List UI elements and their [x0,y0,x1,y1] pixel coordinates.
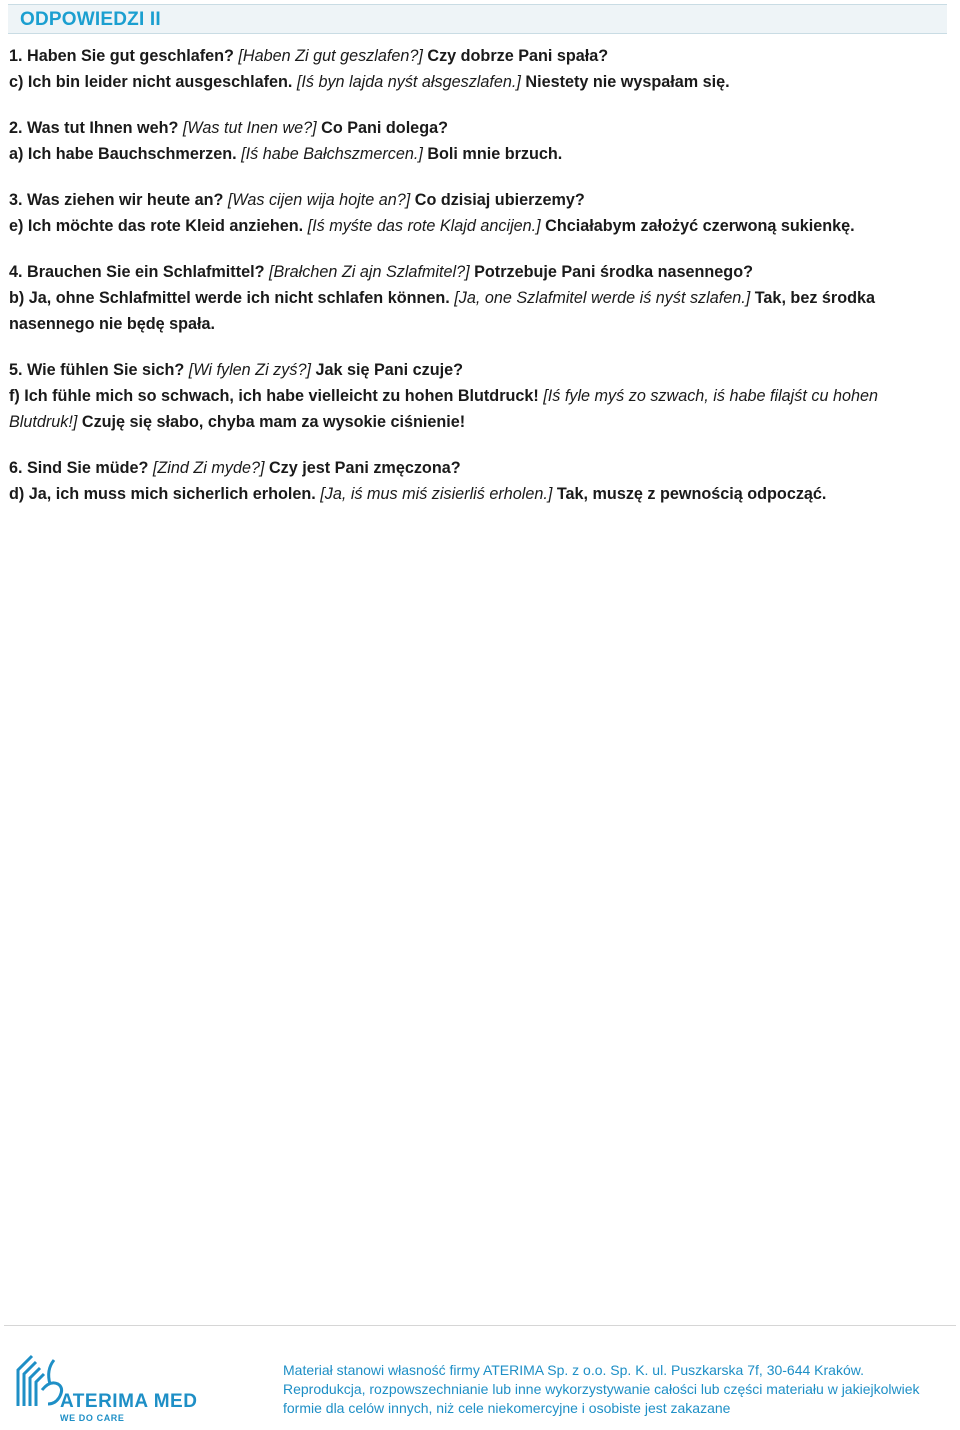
footer-divider [4,1325,956,1326]
answer-block-2 [9,115,949,167]
answer-line: 5. Wie fühlen Sie sich? [Wi fylen Zi zyś?] Jak się Pani czuje? [9,361,464,379]
answer-block-1 [9,43,949,95]
copyright-line: Materiał stanowi własność firmy ATERIMA Sp. z o.o. Sp. K. ul. Puszkarska 7f, 30-644 Kraków. [283,1362,864,1378]
aterima-med-logo [14,1350,204,1426]
logo-name: ATERIMA MED [60,1391,198,1412]
answer-line: e) Ich möchte das rote Kleid anziehen. [Iś myśte das rote Klajd ancijen.] Chciałabym założyć czerwoną sukienkę. [9,217,855,235]
page-title: ODPOWIEDZI II [20,9,161,30]
copyright-line: formie dla celów innych, niż cele niekomercyjne i osobiste jest zakazane [283,1400,731,1416]
answer-block-6 [9,455,949,507]
answer-line: f) Ich fühle mich so schwach, ich habe vielleicht zu hohen Blutdruck! [Iś fyle myś zo szwach, iś habe filajśt cu hohen [9,387,878,405]
answer-line: c) Ich bin leider nicht ausgeschlafen. [Iś byn lajda nyśt ałsgeszlafen.] Niestety nie wyspałam się. [9,73,730,91]
answer-line: 4. Brauchen Sie ein Schlafmittel? [Brałchen Zi ajn Szlafmitel?] Potrzebuje Pani środka nasennego? [9,263,753,281]
logo-tagline: WE DO CARE [60,1413,125,1423]
answer-line: a) Ich habe Bauchschmerzen. [Iś habe Bałchszmercen.] Boli mnie brzuch. [9,145,563,163]
answer-line: b) Ja, ohne Schlafmittel werde ich nicht schlafen können. [Ja, one Szlafmitel werde iś nyśt szlafen.] Tak, bez środka [9,289,875,307]
answer-line: 2. Was tut Ihnen weh? [Was tut Inen we?] Co Pani dolega? [9,119,448,137]
answer-line: Blutdruk!] Czuję się słabo, chyba mam za wysokie ciśnienie! [9,413,466,431]
answer-line: nasennego nie będę spała. [9,315,216,333]
answer-block-4 [9,259,949,337]
answer-line: 6. Sind Sie müde? [Zind Zi myde?] Czy jest Pani zmęczona? [9,459,461,477]
answer-line: 3. Was ziehen wir heute an? [Was cijen wija hojte an?] Co dzisiaj ubierzemy? [9,191,585,209]
copyright-line: Reprodukcja, rozpowszechnianie lub inne wykorzystywanie całości lub części materiału w jakiejkolwiek [283,1381,920,1397]
answers-content [9,43,949,527]
answer-line: 1. Haben Sie gut geschlafen? [Haben Zi gut geszlafen?] Czy dobrze Pani spała? [9,47,609,65]
answer-block-5 [9,357,949,435]
answer-line: d) Ja, ich muss mich sicherlich erholen. [Ja, iś mus miś zisierliś erholen.] Tak, muszę z pewnością odpocząć. [9,485,827,503]
copyright-notice [283,1361,953,1418]
answer-block-3 [9,187,949,239]
title-bar [8,4,947,34]
